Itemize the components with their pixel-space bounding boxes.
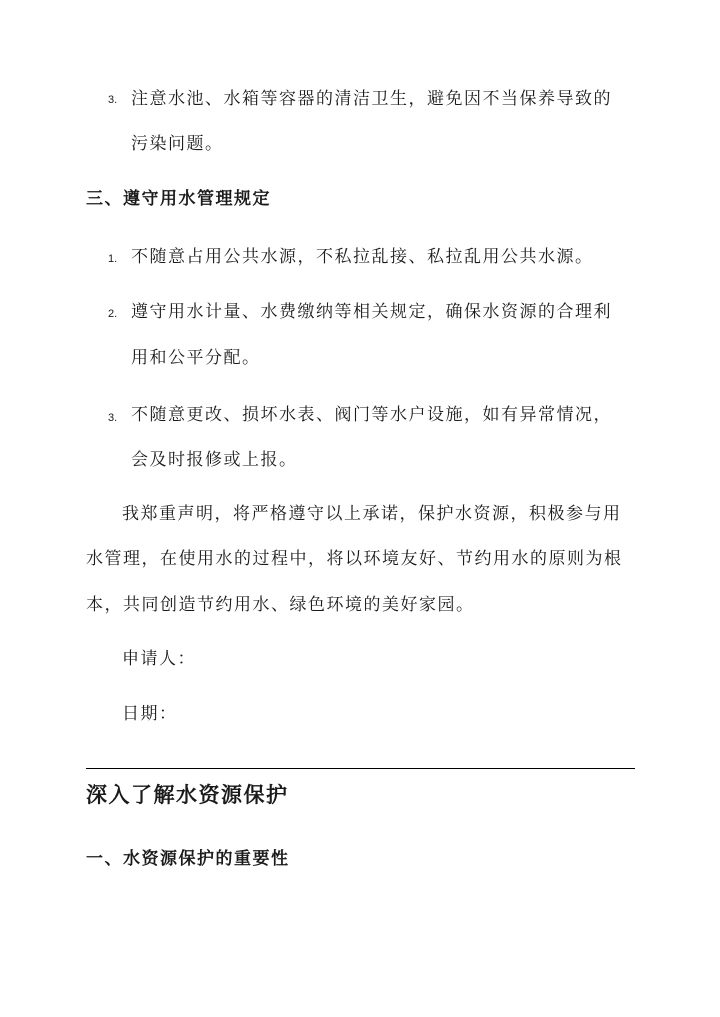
list-item-text: 遵守用水计量、水费缴纳等相关规定，确保水资源的合理利 (131, 302, 612, 322)
declaration-line: 我郑重声明，将严格遵守以上承诺，保护水资源，积极参与用 (122, 504, 622, 524)
declaration-line: 本，共同创造节约用水、绿色环境的美好家园。 (86, 595, 475, 615)
list-item-text-continued: 用和公平分配。 (131, 348, 261, 368)
list-item-text: 不随意占用公共水源，不私拉乱接、私拉乱用公共水源。 (131, 247, 594, 267)
applicant-label: 申请人： (122, 649, 196, 669)
section-heading: 三、遵守用水管理规定 (86, 189, 271, 209)
list-number: 3. (108, 412, 118, 424)
declaration-line: 水管理，在使用水的过程中，将以环境友好、节约用水的原则为根 (86, 549, 623, 569)
list-number: 3. (108, 94, 118, 106)
section-divider (86, 768, 635, 769)
section-heading: 一、水资源保护的重要性 (86, 849, 290, 869)
list-item-text-continued: 污染问题。 (131, 134, 224, 154)
list-item-text: 注意水池、水箱等容器的清洁卫生，避免因不当保养导致的 (131, 89, 612, 109)
date-label: 日期： (122, 704, 178, 724)
list-number: 1. (108, 253, 118, 265)
list-item-text: 不随意更改、损坏水表、阀门等水户设施，如有异常情况， (131, 405, 612, 425)
list-number: 2. (108, 308, 118, 320)
list-item-text-continued: 会及时报修或上报。 (131, 450, 298, 470)
page-title: 深入了解水资源保护 (86, 782, 289, 807)
